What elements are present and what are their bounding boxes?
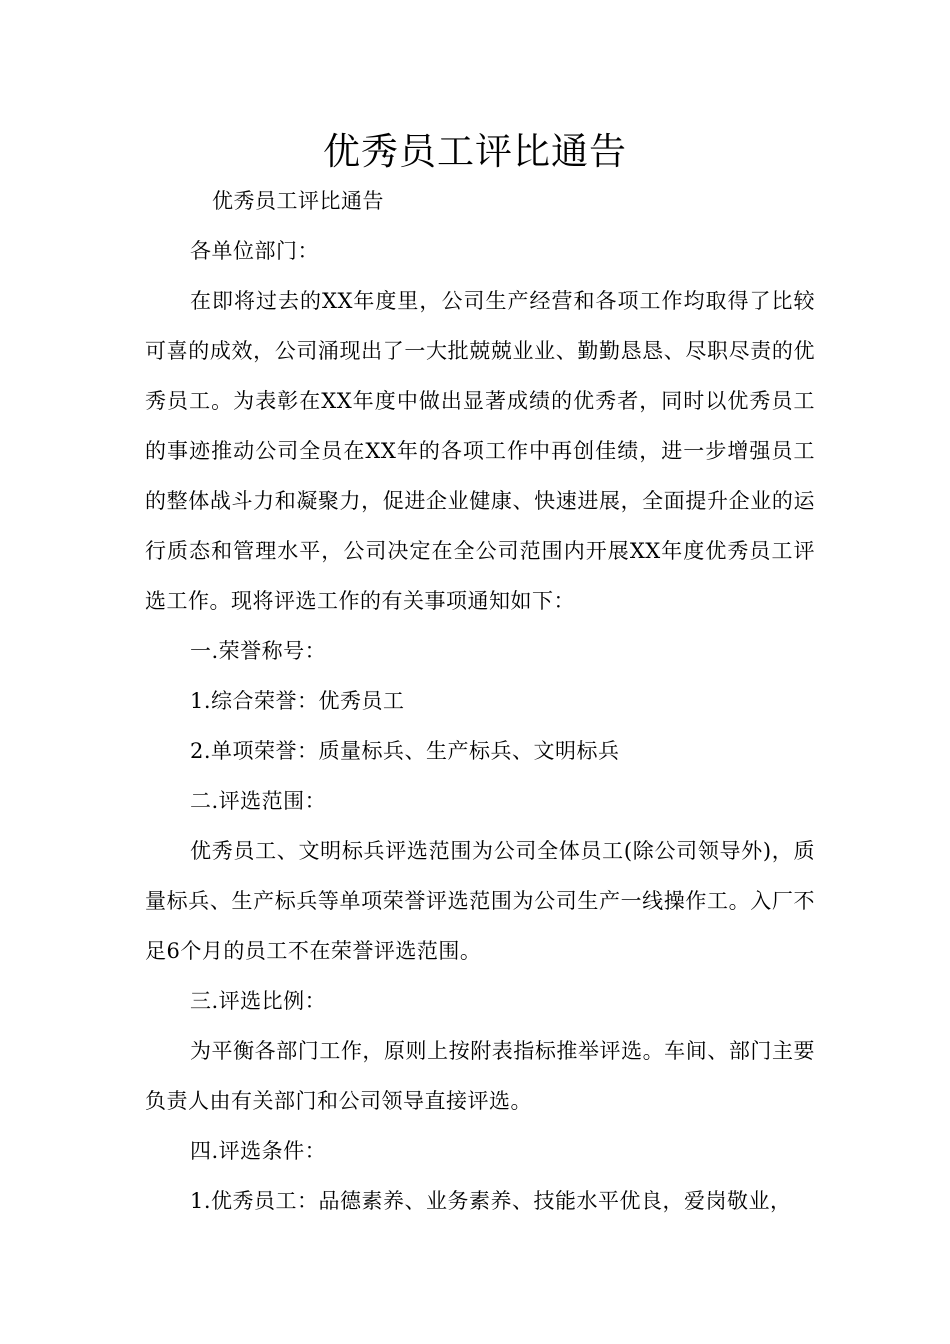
section-heading-honors: 一.荣誉称号： [190, 639, 327, 663]
salutation: 各单位部门： [190, 239, 319, 263]
document-body [145, 176, 815, 1226]
paragraph-intro: 在即将过去的XX年度里，公司生产经营和各项工作均取得了比较可喜的成效，公司涌现出了一大批兢兢业业、勤勤恳恳、尽职尽责的优秀员工。为表彰在XX年度中做出显著成绩的优秀者，同时以优秀员工的事迹推动公司全员在XX年的各项工作中再创佳绩，进一步增强员工的整体战斗力和凝聚力，促进企业健康、快速进展，全面提升企业的运行质态和管理水平，公司决定在全公司范围内开展XX年度优秀员工评选工作。现将评选工作的有关事项通知如下： [145, 289, 815, 613]
paragraph-ratio: 为平衡各部门工作，原则上按附表指标推举评选。车间、部门主要负责人由有关部门和公司领导直接评选。 [145, 1039, 815, 1113]
section-heading-conditions: 四.评选条件： [190, 1139, 327, 1163]
list-item-single-honor: 2.单项荣誉：质量标兵、生产标兵、文明标兵 [190, 739, 620, 763]
paragraph-scope: 优秀员工、文明标兵评选范围为公司全体员工(除公司领导外)，质量标兵、生产标兵等单项荣誉评选范围为公司生产一线操作工。入厂不足6个月的员工不在荣誉评选范围。 [145, 839, 815, 963]
section-heading-scope: 二.评选范围： [190, 789, 327, 813]
document-title: 优秀员工评比通告 [323, 130, 627, 173]
list-item-comprehensive-honor: 1.综合荣誉：优秀员工 [190, 689, 405, 713]
list-item-excellent-employee: 1.优秀员工：品德素养、业务素养、技能水平优良，爱岗敬业， [190, 1189, 792, 1213]
section-heading-ratio: 三.评选比例： [190, 989, 327, 1013]
document-subtitle: 优秀员工评比通告 [212, 189, 384, 213]
